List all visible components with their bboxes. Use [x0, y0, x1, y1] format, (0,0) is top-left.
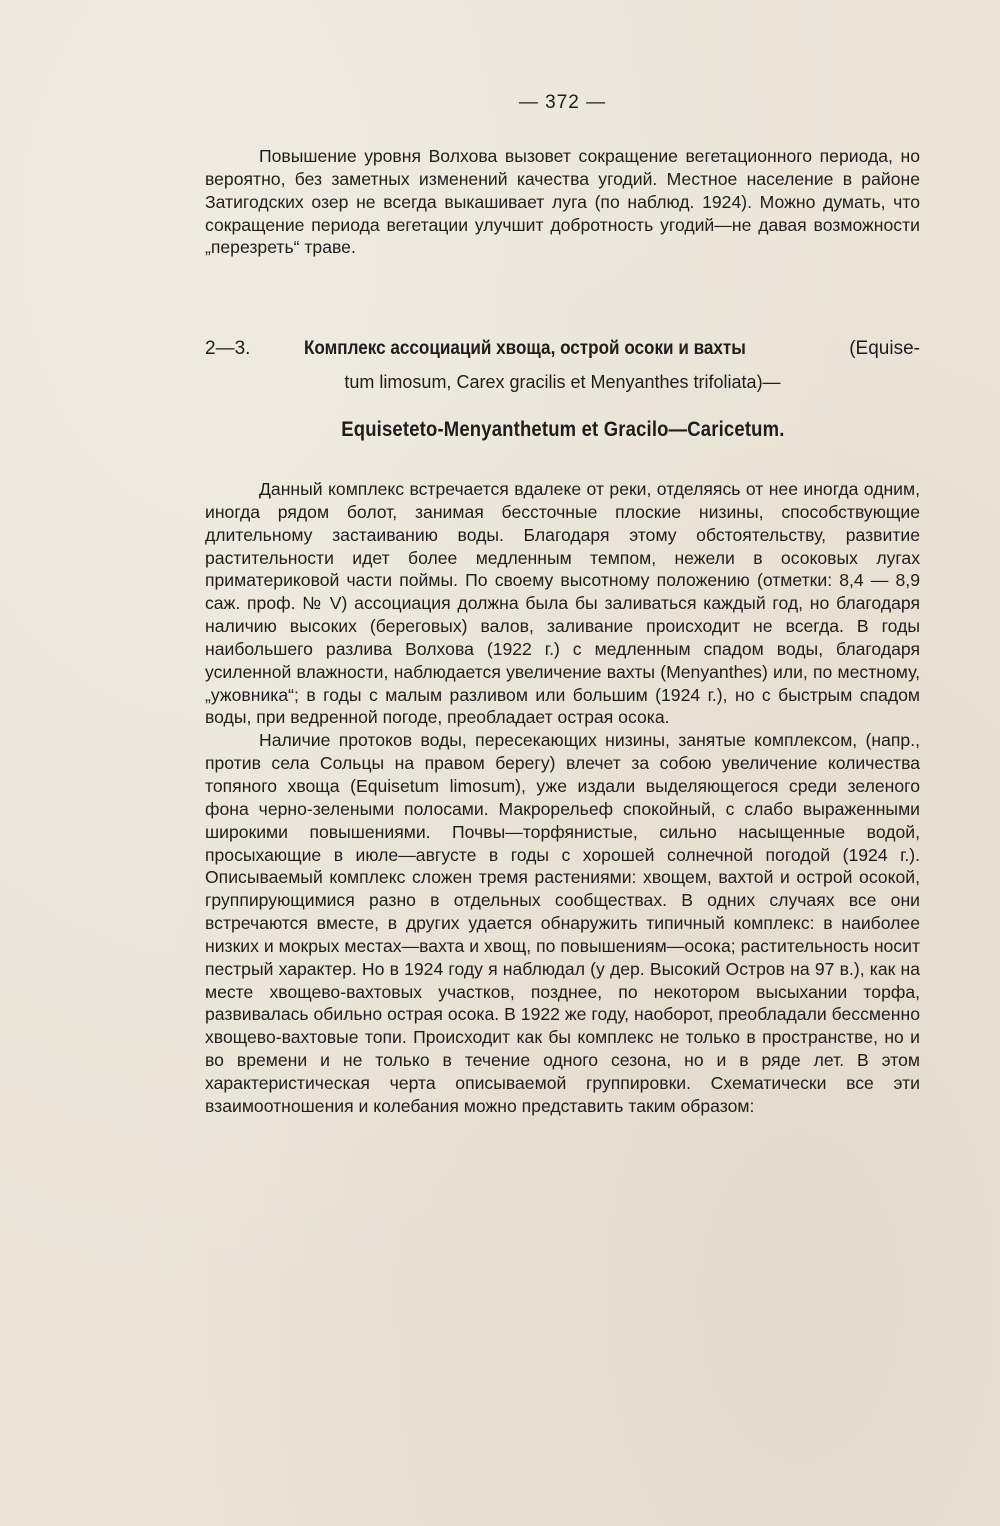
latin-association-name — [205, 418, 920, 442]
section-title-latin-start: (Equise- — [849, 338, 920, 359]
body-paragraph-2: Наличие протоков воды, пересекающих низины, занятые комплексом, (напр., против села Сольцы на правом берегу) влечет за собою увеличение количества топяного хвоща (Equisetum limosum), уже издали выделяющегося среди зеленого фона черно-зелеными полосами. Макрорельеф спокойный, с слабо выраженными широкими повышениями. Почвы—торфянистые, сильно насыщенные водой, просыхающие в июле—августе в годы с хорошей солнечной погодой (1924 г.). Описываемый комплекс сложен тремя растениями: хвощем, вахтой и острой осокой, группирующимися разно в отдельных сообществах. В одних случаях все они встречаются вместе, в других удается обнаружить типичный комплекс: в наиболее низких и мокрых местах—вахта и хвощ, по повышениям—осока; растительность носит пестрый характер. Но в 1924 году я наблюдал (у дер. Высокий Остров на 97 в.), как на месте хвощево-вахтовых участков, позднее, по некотором высыхании торфа, развивалась обильно острая осока. В 1922 же году, наоборот, преобладали бессменно хвощево-вахтовые топи. Происходит как бы комплекс не только в пространстве, но и во времени и не только в течение одного сезона, но и в ряде лет. В этом характеристическая черта описываемой группировки. Схематически все эти взаимоотношения и колебания можно представить таким образом: — [205, 730, 920, 1116]
latin-association-name-text: Equiseteto-Menyanthetum et Gracilo—Caricetum. — [340, 418, 785, 441]
page-number: — 372 — — [518, 92, 607, 113]
body-text — [205, 478, 920, 1118]
intro-paragraph: Повышение уровня Волхова вызовет сокращение вегетационного периода, но вероятно, без заметных изменений качества угодий. Местное население в районе Затигодских озер не всегда выкашивает луга (по наблюд. 1924). Можно думать, что сокращение периода вегетации улучшит добротность угодий—не давая возможности „перезреть“ траве. — [205, 146, 920, 258]
section-heading-line-1 — [205, 336, 920, 361]
body-paragraph-1: Данный комплекс встречается вдалеке от реки, отделяясь от нее иногда одним, иногда рядом болот, занимая бессточные плоские низины, способствующие длительному застаиванию воды. Благодаря этому обстоятельству, развитие растительности идет более медленным темпом, нежели в осоковых лугах приматериковой части поймы. По своему высотному положению (отметки: 8,4 — 8,9 саж. проф. № V) ассоциация должна была бы заливаться каждый год, но благодаря наличию высоких (береговых) валов, заливание происходит не всегда. В годы наибольшего разлива Волхова (1922 г.) с медленным спадом воды, благодаря усиленной влажности, наблюдается увеличение вахты (Menyanthes) или, по местному, „ужовника“; в годы с малым разливом или большим (1924 г.), но с быстрым спадом воды, при ведренной погоде, преобладает острая осока. — [205, 479, 920, 728]
section-heading-line-2: tum limosum, Carex gracilis et Menyanthes trifoliata)— — [344, 372, 781, 392]
section-heading — [205, 336, 920, 395]
intro-paragraph-block — [205, 145, 920, 259]
section-number: 2—3. — [205, 338, 251, 359]
section-title: Комплекс ассоциаций хвоща, острой осоки и вахты — [304, 338, 747, 359]
